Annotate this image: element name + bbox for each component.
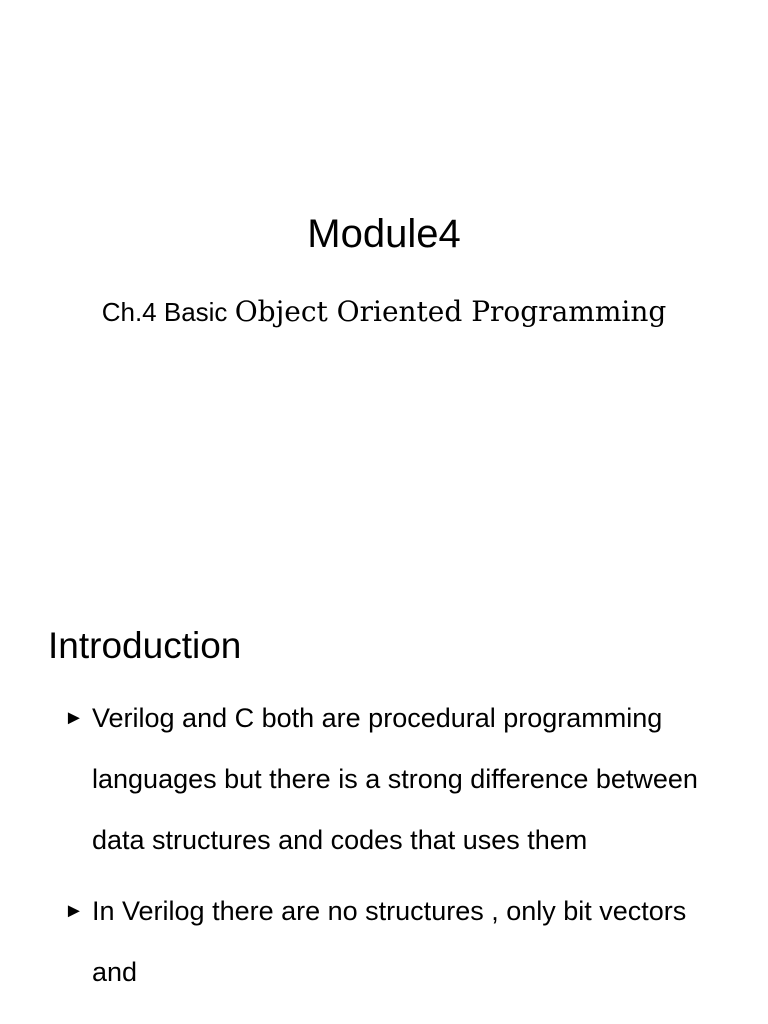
slide-title: Module4 — [307, 212, 461, 256]
bullet-arrow-icon: ► — [64, 707, 84, 729]
bullet-arrow-icon: ► — [64, 900, 84, 922]
bullet-item — [64, 688, 724, 871]
slide-subtitle — [0, 292, 768, 332]
subtitle-chapter: Ch.4 Basic — [101, 297, 228, 327]
bullet-item — [64, 881, 724, 1003]
bullet-list — [64, 688, 724, 1003]
subtitle-topic: Object Oriented Programming — [234, 295, 667, 328]
bullet-text: Verilog and C both are procedural programming languages but there is a strong difference between data structures and codes that uses them — [92, 703, 698, 855]
introduction-slide — [0, 576, 768, 1024]
bullet-text: In Verilog there are no structures , only bit vectors and — [92, 896, 687, 987]
section-heading: Introduction — [48, 625, 242, 666]
